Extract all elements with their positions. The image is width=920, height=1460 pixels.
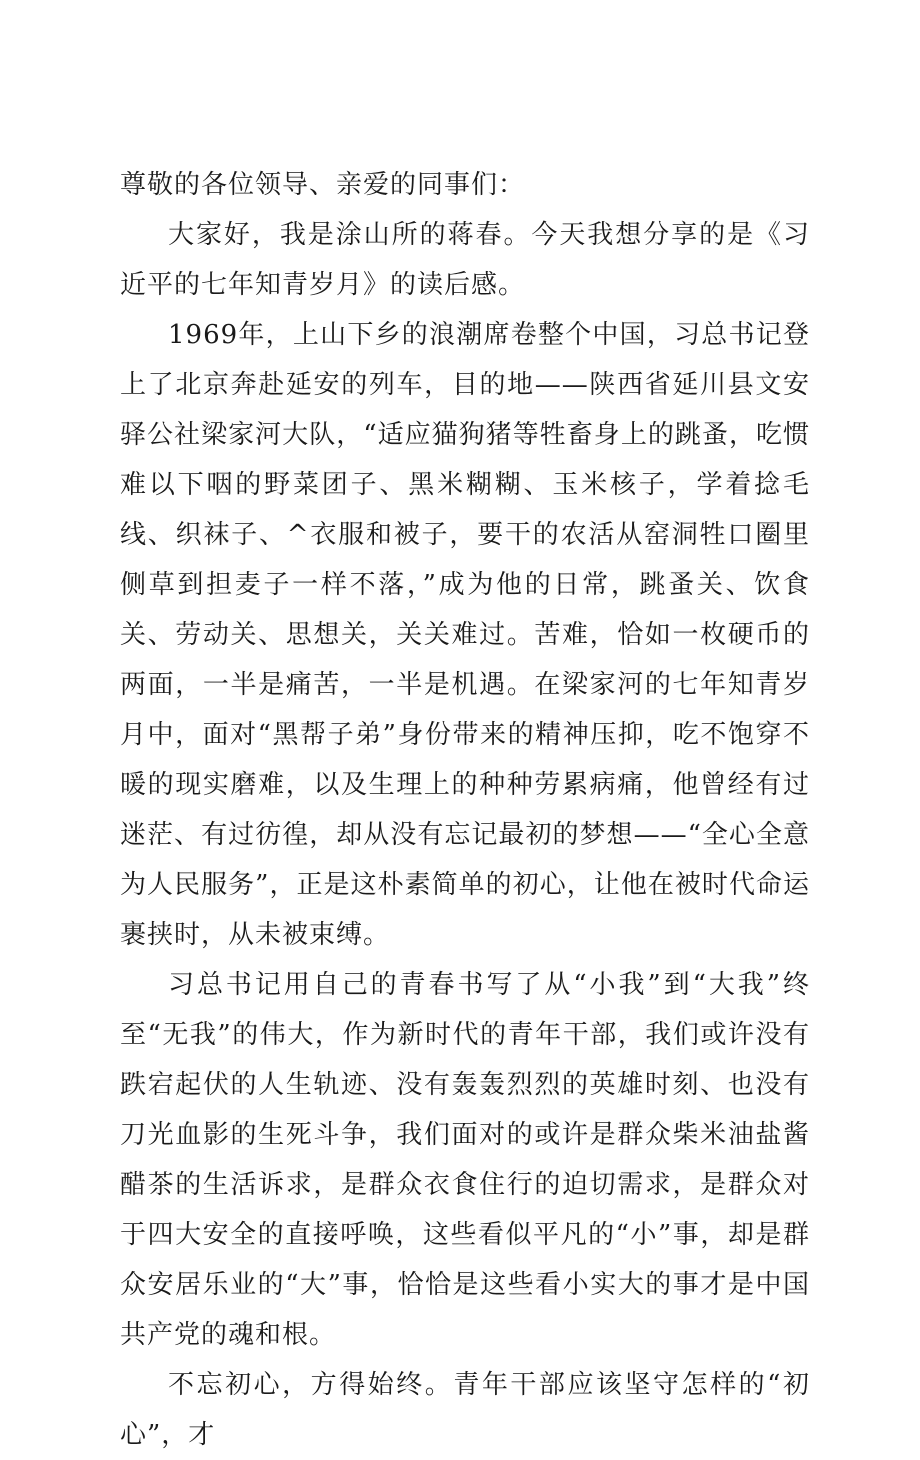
- paragraph-greeting: 大家好，我是涂山所的蒋春。今天我想分享的是《习近平的七年知青岁月》的读后感。: [120, 220, 810, 300]
- paragraph-original-aspiration: 不忘初心，方得始终。青年干部应该坚守怎样的“初心”，才: [120, 1370, 810, 1450]
- salutation: 尊敬的各位领导、亲爱的同事们：: [120, 170, 526, 200]
- paragraph-youth-cadres: 习总书记用自己的青春书写了从“小我”到“大我”终至“无我”的伟大，作为新时代的青年干部，我们或许没有跌宕起伏的人生轨迹、没有轰轰烈烈的英雄时刻、也没有刀光血影的生死斗争，我们面对的或许是群众柴米油盐酱醋茶的生活诉求，是群众衣食住行的迫切需求，是群众对于四大安全的直接呼唤，这些看似平凡的“小”事，却是群众安居乐业的“大”事，恰恰是这些看小实大的事才是中国共产党的魂和根。: [120, 970, 810, 1350]
- document-body: [120, 160, 810, 1460]
- paragraph-1969: 1969年，上山下乡的浪潮席卷整个中国，习总书记登上了北京奔赴延安的列车，目的地——陕西省延川县文安驿公社梁家河大队，“适应猫狗猪等牲畜身上的跳蚤，吃惯难以下咽的野菜团子、黑米糊糊、玉米核子，学着捻毛线、织袜子、^衣服和被子，要干的农活从窑洞牲口圈里侧草到担麦子一样不落，”成为他的日常，跳蚤关、饮食关、劳动关、思想关，关关难过。苦难，恰如一枚硬币的两面，一半是痛苦，一半是机遇。在梁家河的七年知青岁月中，面对“黑帮子弟”身份带来的精神压抑，吃不饱穿不暖的现实磨难，以及生理上的种种劳累病痛，他曾经有过迷茫、有过彷徨，却从没有忘记最初的梦想——“全心全意为人民服务”，正是这朴素简单的初心，让他在被时代命运裹挟时，从未被束缚。: [120, 320, 810, 950]
